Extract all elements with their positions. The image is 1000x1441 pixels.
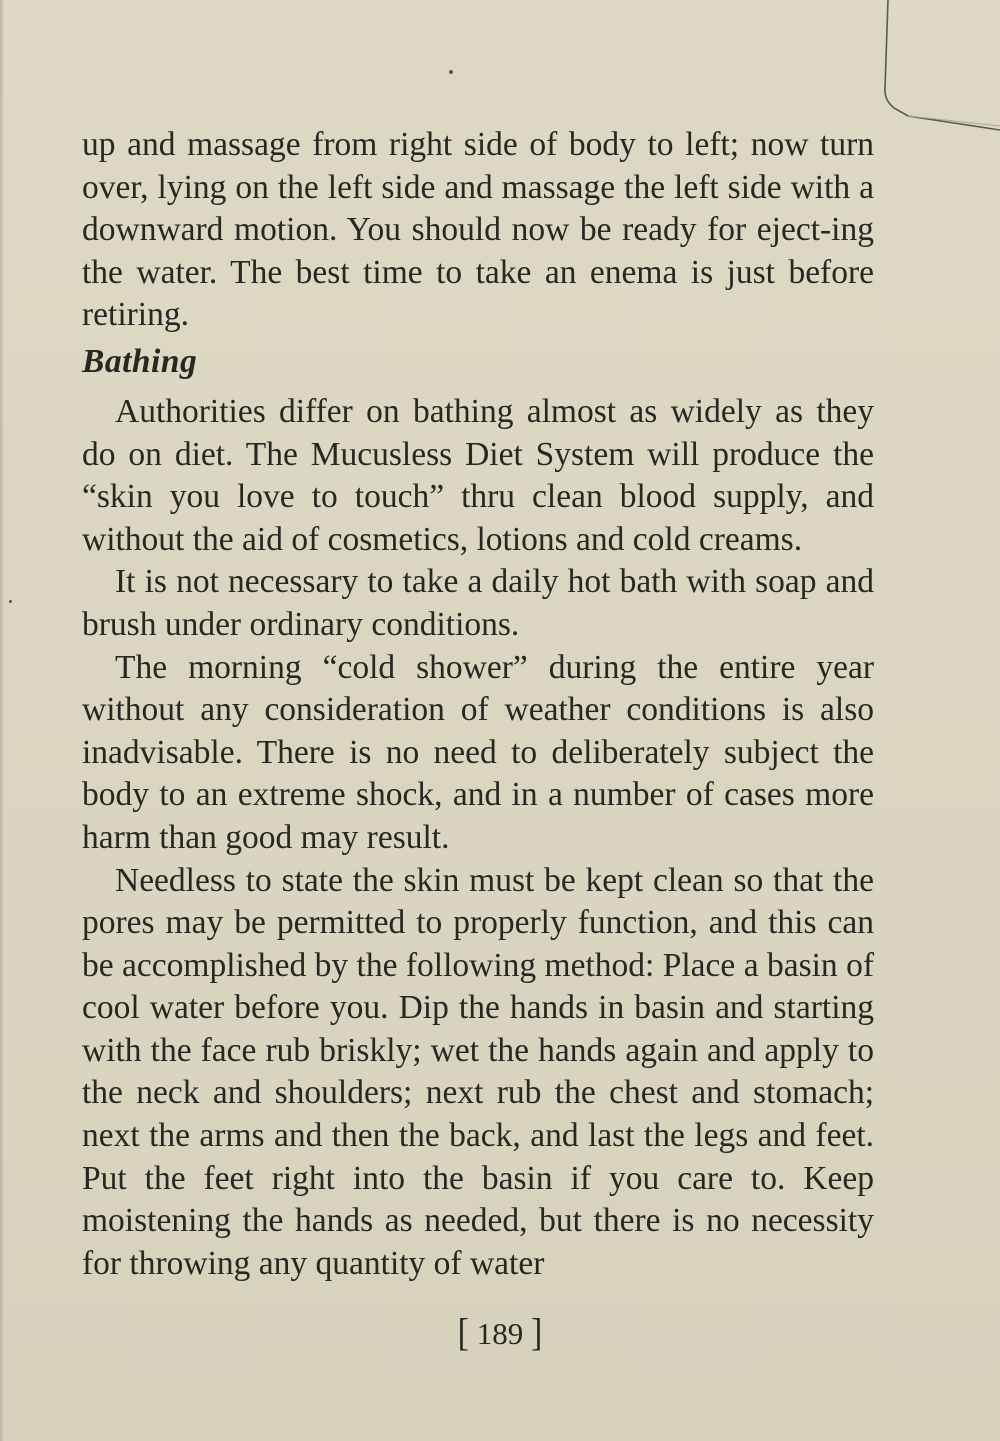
section-heading: Bathing xyxy=(82,342,198,380)
footer-close-bracket: ] xyxy=(531,1312,543,1355)
paragraph-continued: up and massage from right side of body to left; now turn over, lying on the left side and massage the left side with a downward motion. You should now be ready for eject-ing the water. The best time to take an enema is just before retiring. xyxy=(82,126,874,334)
paragraph: It is not necessary to take a daily hot bath with soap and brush under ordinary conditions. xyxy=(82,563,874,643)
footer-open-bracket: [ xyxy=(457,1312,469,1355)
page-corner-fold-mark xyxy=(872,0,1000,132)
page-footer xyxy=(0,1314,1000,1354)
ink-speck xyxy=(9,600,12,603)
paragraph: The morning “cold shower” during the entire year without any consideration of weather conditions is also inadvisable. There is no need to deliberately subject the body to an extreme shock, and in a number of cases more harm than good may result. xyxy=(82,648,874,856)
ink-speck xyxy=(449,70,453,74)
page-edge-shadow xyxy=(0,0,4,1441)
body-text xyxy=(82,124,874,1285)
paragraph: Needless to state the skin must be kept clean so that the pores may be permitted to properly function, and this can be accomplished by the following method: Place a basin of cool water before you. Dip the hands in basin and starting with the face rub briskly; wet the hands again and apply to the neck and shoulders; next rub the chest and stomach; next the arms and then the back, and last the legs and feet. Put the feet right into the basin if you care to. Keep moistening the hands as needed, but there is no necessity for throwing any quantity of water xyxy=(82,861,874,1282)
page-number: 189 xyxy=(476,1316,524,1351)
paragraph: Authorities differ on bathing almost as widely as they do on diet. The Mucusless Diet System will produce the “skin you love to touch” thru clean blood supply, and without the aid of cosmetics, lotions and cold creams. xyxy=(82,392,874,558)
